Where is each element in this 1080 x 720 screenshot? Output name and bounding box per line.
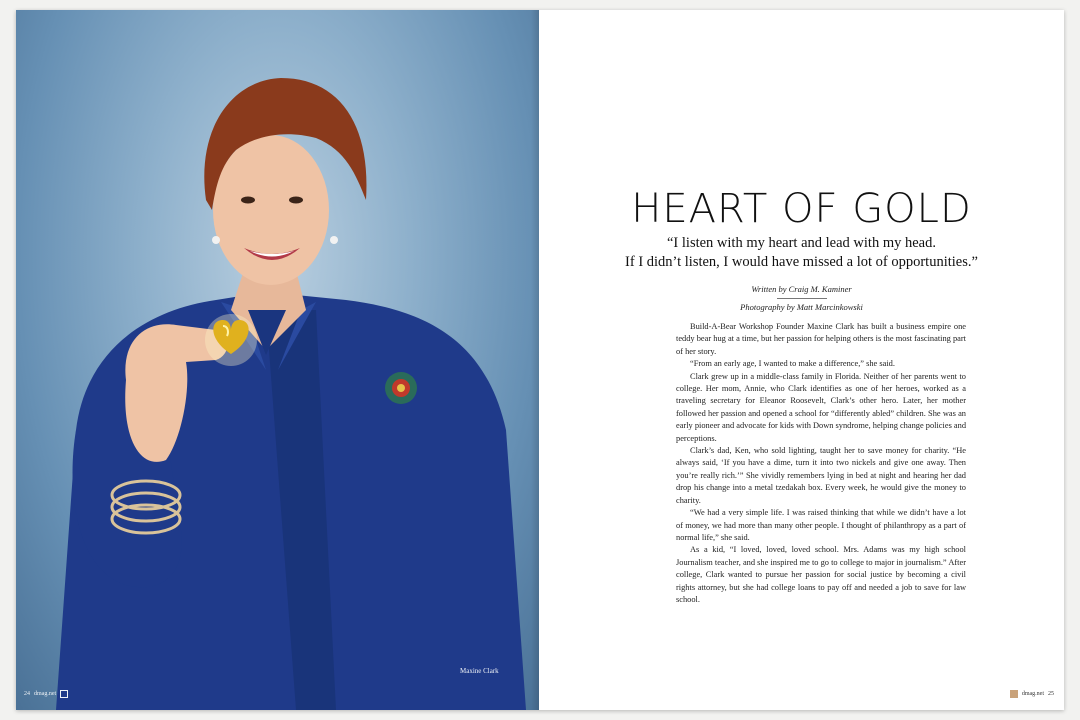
photo-caption: Maxine Clark — [460, 667, 499, 675]
magazine-logo-icon — [1010, 690, 1018, 698]
paragraph: “From an early age, I wanted to make a difference,” she said. — [690, 359, 895, 369]
magazine-logo-icon — [60, 690, 68, 698]
byline-photographer: Photography by Matt Marcinkowski — [740, 302, 863, 312]
portrait-illustration — [16, 10, 539, 710]
article-title: HEART OF GOLD — [631, 186, 972, 232]
article-body — [676, 321, 966, 606]
paragraph: Build-A-Bear Workshop Founder Maxine Clark has built a business empire one teddy bear hug at a time, but her passion for helping others is the most fascinating part of her story. — [676, 322, 966, 356]
left-eye — [241, 197, 255, 204]
paragraph: As a kid, “I loved, loved, loved school. Mrs. Adams was my high school Journalism teacher, and she inspired me to go to college to major in journalism.” After college, Clark wanted to pursue her passion for social justice by becoming a civil rights attorney, but she had college loans to pay off and needed a job to save for law school. — [676, 545, 966, 604]
paragraph: Clark grew up in a middle-class family in Florida. Neither of her parents went to college. Her mom, Annie, who Clark identifies as one of her heroes, worked as a traveling secretary for Eleanor Roosevelt, Clark’s other hero. Later, her mother followed her passion and opened a school for “differently abled” children. She was an early pioneer and advocate for kids with Down syndrome, helping change policies and perceptions. — [676, 371, 967, 443]
paragraph: Clark’s dad, Ken, who sold lighting, taught her to save money for charity. “He always said, ‘If you have a dime, turn it into two nickels and give one away. Then you’re really rich.’” She vividly remembers lying in bed at night and hearing her dad drop his change into a metal tzedakah box. Every week, he would give the money to charity. — [676, 446, 966, 505]
right-earring — [330, 236, 338, 244]
byline-divider — [777, 298, 827, 299]
gold-heart — [205, 314, 257, 366]
magazine-spread — [16, 10, 1064, 710]
paragraph: “We had a very simple life. I was raised thinking that while we didn’t have a lot of money, we had more than many other people. I thought of philanthropy as a part of normal life,” she said. — [676, 508, 966, 542]
pull-quote-line-2: If I didn’t listen, I would have missed a lot of opportunities.” — [625, 254, 978, 270]
right-folio — [1010, 690, 1054, 698]
left-site-name: dmag.net — [34, 691, 57, 697]
brooch — [385, 372, 417, 404]
right-site-name: dmag.net — [1021, 691, 1044, 697]
byline-writer: Written by Craig M. Kaminer — [751, 284, 852, 294]
left-folio — [24, 690, 68, 698]
face — [213, 135, 329, 285]
right-page-number: 25 — [1048, 691, 1054, 697]
left-page-number: 24 — [24, 691, 30, 697]
pull-quote — [539, 234, 1064, 272]
left-earring — [212, 236, 220, 244]
right-eye — [289, 197, 303, 204]
right-page-article — [539, 10, 1064, 710]
left-page-photo — [16, 10, 539, 710]
pull-quote-line-1: “I listen with my heart and lead with my head. — [667, 235, 936, 251]
